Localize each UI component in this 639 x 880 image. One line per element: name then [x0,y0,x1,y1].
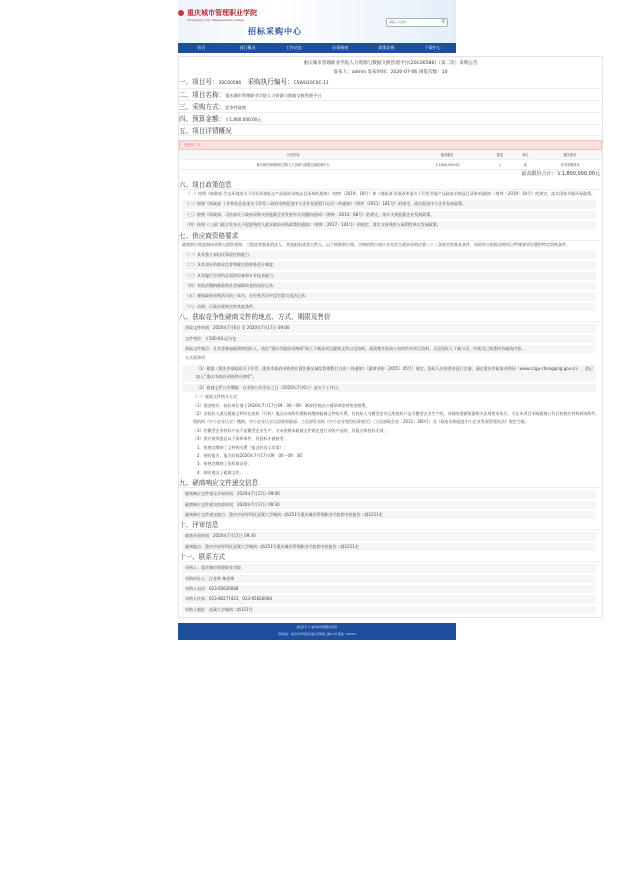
nav-download[interactable]: 下载中心 [424,45,441,50]
section-policy-heading: 六、项目政策信息 [179,181,602,190]
section-budget [179,115,602,125]
package-bar: 分包号：1 [179,140,602,150]
nav-home[interactable]: 首页 [197,45,206,50]
site-footer [178,623,456,640]
table-row [179,160,602,170]
notice-panel [178,56,603,618]
section-method [179,103,602,113]
qualification-intro: 磋商供应商是指向采购人提供货物、工程或者服务的法人、其他组织或者自然人。以下简称供应商。合格的供应商应首先符合政府采购法第二十二条规定的基本条件，同时符合根据采购项目特殊要求设置的特定资格条件。 [182,241,570,247]
section-project-name [179,91,602,101]
search-input[interactable] [387,19,439,25]
obtain-method-item: （一）磋商文件购买方式： [193,394,241,400]
table-header: 分包内容 [179,150,407,160]
obtain-method-item: （2）磋商文件公告期限：自采购公告发布之日（2020年7月6日）起五个工作日。 [182,384,596,392]
logo-subtitle: Chongqing City Management College [187,18,245,22]
budget-value: ￥1,800,000.00元 [225,117,262,122]
review-item: 磋商开始时间：2020年7月17日 09:30 [182,532,596,540]
site-title: 招标采购中心 [248,27,302,36]
qualification-item: （五）参加政府采购活动前三年内，在经营活动中没有重大违法记录； [182,292,596,300]
obtain-method-item: 3．按规定缴纳了投标保证金； [197,461,252,467]
total-price: 最高限价合计：￥1,800,000.00元 [521,171,600,177]
obtain-place: 获取文件地点：凡有意参加磋商的投标人，请在“重庆市政府采购网”网上下载本项目磋商文件以及图纸。需清楚开标前公布的所有项目资料，无论投标人下载与否，均视为已知悉所有磋商内容。 [182,345,596,353]
search-box [386,18,448,27]
policy-item: （一）按照《财政部 生态环境部关于印发环境标志产品政府采购品目清单的通知》（财库〔2019〕18号）和《财政部 发展改革委关于印发节能产品政府采购品目清单的通知》（财库〔2019〕19号）的规定，落实国家节能环保政策。 [186,191,596,196]
college-logo[interactable] [187,8,257,22]
table-cell: 1 [487,160,512,170]
qualification-item: （一）具有独立承担民事责任的能力； [182,251,596,259]
footer-address: 学院地址：重庆市沙坪坝区虎溪大学城南二路151号 邮编：401331 [278,633,356,637]
obtain-price: 文件售价：￥500.00元/分包 [182,335,596,343]
section-details-heading: 五、项目详情概况 [179,127,602,136]
site-header [178,0,456,43]
table-header: 最高限价 [407,150,487,160]
main-nav [178,43,456,53]
section-project-no [179,78,602,89]
submit-item: 磋商响应文件递交结束时间：2020年7月17日 09:30 [182,501,596,509]
college-seal-icon [178,10,184,16]
policy-item: （二）按照《财政部 工业和信息化部关于印发＜政府采购促进中小企业发展暂行办法＞的通知》（财库〔2011〕181号）的规定，落实促进中小企业发展政策。 [182,200,596,208]
notice-meta: 发布人：admin 发布时间：2020-07-06 浏览次数：10 [333,70,448,75]
policy-item: （三）按照《财政部、司法部关于政府采购支持监狱企业发展有关问题的通知》（财库〔2014〕68号）的规定，落实支持监狱企业发展政策。 [182,211,596,219]
table-header-row [179,150,602,160]
table-cell: 重庆城市管理职业学院人力资源与数据交换管理平台 [179,160,407,170]
obtain-method-item: 1．按规定缴纳了文件购买费（报名时出示发票）； [197,444,288,450]
obtain-method-item: 4．按时递交了磋商文件。 [197,469,244,475]
project-no-value: 20C00586 [218,81,242,86]
nav-about[interactable]: 部门概况 [239,45,256,50]
logo-title: 重庆城市管理职业学院 [187,8,257,17]
page-wrapper [178,0,601,640]
section-review-heading: 十、评审信息 [179,521,602,530]
package-table [179,150,602,170]
section-qualification-heading: 七、供应商资格要求 [179,232,602,241]
project-no-label: 一、项目号： [179,78,219,86]
policy-item: （四）按照《三部门联合发布关于促进残疾人就业政府采购政策的通知》（财库〔2017〕141号）的规定，落实支持残疾人福利性单位发展政策。 [182,221,596,229]
obtain-method-item: （2）各投标人递交磋商文件时在投标（开标）地点向采购代理机构缴纳磋商文件购买费。若投标人为微型企业且所投标产品为微型企业生产的，详细的金额依据相关法规要求执行，可在本项目采购磋商公告后持相应材料到采购代理机构（中小企业认定）缴纳，中小企业认定以国家财政部、工信部发布的《中小企业划型标准规定》（工信部联企业〔2011〕300号）及《政府采购促进中小企业发展管理办法》规定为准。 [193,410,596,425]
method-label: 三、采购方式： [179,103,226,111]
obtain-method-title: 方式或事项： [185,355,209,361]
obtain-method-item: （4）供应商须提出以下资料事件，其投标才被接受： [193,436,288,442]
submit-item: 磋商响应文件递交地点：重庆市沙坪坝区虎溪大学城南二路151号重庆城市管理职业学院图书馆报告二楼1211室 [182,511,596,519]
table-header: 服务要求 [538,150,602,160]
submit-item: 磋商响应文件递交开始时间：2020年7月17日 09:00 [182,490,596,498]
method-value: 竞争性磋商 [225,105,247,110]
table-cell: 批 [513,160,538,170]
table-header: 数量 [487,150,512,160]
contact-item: 采购人：重庆城市管理职业学院 [182,564,596,572]
exec-no-value: CSWU20C0C-11 [293,81,329,86]
contact-item: 采购人地址：虎溪大学城南二路151号 [182,606,596,614]
obtain-method-item: （1）现金购买：投标单位请于2020年7月17日09：00－09：30到学校办公楼104室财务室缴费。 [193,402,370,408]
obtain-method-item: 2．按时报名，报名时间2020年7月17日09：00－09：30； [197,452,306,458]
budget-label: 四、预算金额： [179,115,226,123]
exec-no-label: 采购执行编号： [247,78,294,86]
obtain-method-item: （1）根据《重庆市财政局关于印发〈重庆市政府采购供应商注册及诚信管理暂行办法〉的通知》（渝财采购〔2015〕45号）规定，投标人应按要求进行注册，通过重庆市政府采购网（www.ccgp-chongqing.gov.cn），登记加入“重庆市政府采购供应商库”。 [182,365,596,382]
footer-copyright: 版权所有 © 重庆城市管理职业学院 [296,626,338,630]
qualification-item: （六）法律、行政法规规定的其他条件。 [182,303,596,311]
nav-guide[interactable]: 办事指南 [332,45,349,50]
section-contact-heading: 十一、联系方式 [179,553,602,562]
obtain-time: 获取文件时间：2020年7月6日 至 2020年7月17日 09:00 [182,324,596,332]
section-submit-heading: 九、磋商响应文件递交信息 [179,479,602,488]
obtain-method-item: （3）若微型企业投标产品不是微型企业生产，又未按照本磋商文件规定进行采购产品的，其报名和投标无效。 [193,427,388,433]
contact-item: 采购人电话：023-65626068 [182,585,596,593]
contact-item: 采购经办人：汪老师 黎老师 [182,575,596,583]
project-name-label: 二、项目名称： [179,91,226,99]
project-name-value: 重庆城市管理职业学院人力资源与数据交换管理平台 [225,93,322,98]
nav-policy[interactable]: 政策法规 [378,45,395,50]
qualification-item: （三）具有履行合同所必需的设备和专业技术能力； [182,272,596,280]
qualification-item: （四）有依法缴纳税收和社会保障资金的良好记录； [182,282,596,290]
table-header: 单位 [513,150,538,160]
review-item: 磋商地点：重庆市沙坪坝区虎溪大学城南二路151号重庆城市管理职业学院图书馆报告二楼1211室 [182,543,596,551]
notice-title: 重庆城市管理职业学院人力资源与数据交换管理平台(20C00586)（第二次）采购公告 [303,61,478,66]
table-cell: ￥1,800,000.00 [407,160,487,170]
qualification-item: （二）具有良好的商业信誉和健全的财务会计制度； [182,261,596,269]
section-obtain-heading: 八、获取竞争性磋商文件的地点、方式、期限及售价 [179,313,602,322]
search-icon[interactable]: ⚲ [441,19,445,25]
contact-item: 采购人传真：023-86277421，023-65626068 [182,595,596,603]
nav-news[interactable]: 工作动态 [285,45,302,50]
table-cell: 详见采购需求 [538,160,602,170]
